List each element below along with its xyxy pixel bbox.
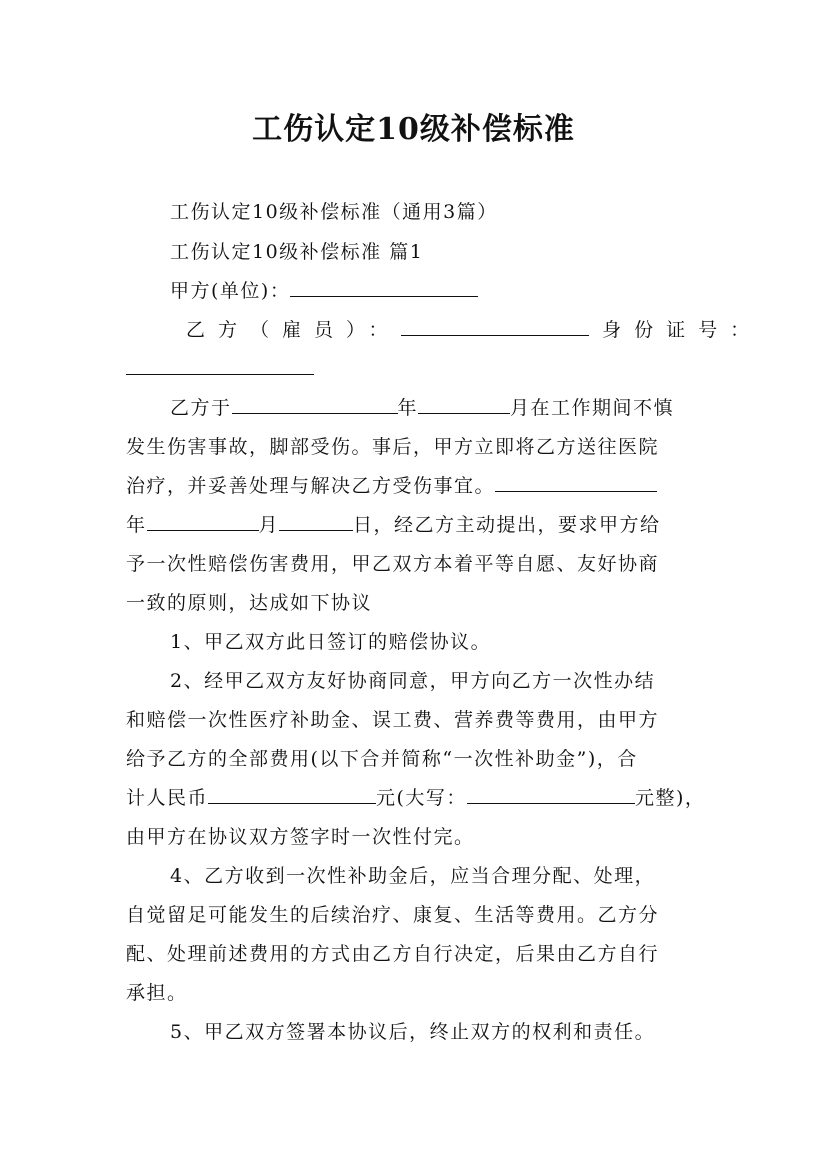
id-number-line [126,356,706,382]
id-number-blank [126,356,314,375]
text-segment: 日，经乙方主动提出，要求甲方给 [353,514,661,536]
month-blank [418,395,510,414]
text-segment: 年 [126,514,147,536]
party-a-line [170,278,750,304]
party-b-line [186,317,766,343]
document-title: 工伤认定10级补偿标准 [252,112,575,147]
paragraph-line: 发生伤害事故，脚部受伤。事后，甲方立即将乙方送往医院 [126,436,660,458]
text-segment: 年 [397,397,419,419]
paragraph-line: 予一次性赔偿伤害费用，甲乙双方本着平等自愿、友好协商 [126,553,660,575]
section-heading: 工伤认定10级补偿标准 篇1 [170,241,424,263]
day-blank [279,512,353,531]
clause-5: 5、甲乙双方签署本协议后，终止双方的权利和责任。 [170,1021,656,1043]
text-segment: 月 [258,514,280,536]
text-segment: 计人民币 [126,787,209,809]
text-segment: 元(大写： [376,787,467,809]
text-segment: 治疗，并妥善处理与解决乙方受伤事宜。 [126,475,496,497]
paragraph-line: 自觉留足可能发生的后续治疗、康复、生活等费用。乙方分 [126,904,660,926]
subtitle-line: 工伤认定10级补偿标准（通用3篇） [170,201,498,223]
party-b-label: 乙方（雇员）： [186,319,401,341]
year-blank [232,395,398,414]
paragraph-line [126,785,706,811]
amount-blank [208,785,376,804]
date-blank [495,473,657,492]
clause-1: 1、甲乙双方此日签订的赔偿协议。 [170,631,492,653]
clause-4: 4、乙方收到一次性补助金后，应当合理分配、处理， [170,865,656,887]
paragraph-line [126,473,706,499]
paragraph-line: 由甲方在协议双方签字时一次性付完。 [126,826,475,848]
party-a-blank [290,278,478,297]
text-segment: 元整)， [634,787,706,809]
party-b-blank [401,317,589,336]
paragraph-line: 和赔偿一次性医疗补助金、误工费、营养费等费用，由甲方 [126,709,660,731]
id-number-label: 身份证号： [602,319,763,341]
paragraph-line: 承担。 [126,982,188,1004]
clause-2: 2、经甲乙双方友好协商同意，甲方向乙方一次性办结 [170,670,656,692]
month-blank [147,512,259,531]
amount-words-blank [467,785,635,804]
paragraph-line: 一致的原则，达成如下协议 [126,592,373,614]
text-segment: 月在工作期间不慎 [510,397,675,419]
paragraph-line [126,512,706,538]
text-segment: 乙方于 [170,397,232,419]
paragraph-line: 配、处理前述费用的方式由乙方自行决定，后果由乙方自行 [126,943,660,965]
paragraph-line [170,395,750,421]
party-a-label: 甲方(单位)： [170,280,291,302]
paragraph-line: 给予乙方的全部费用(以下合并简称“一次性补助金”)，合 [126,748,638,770]
